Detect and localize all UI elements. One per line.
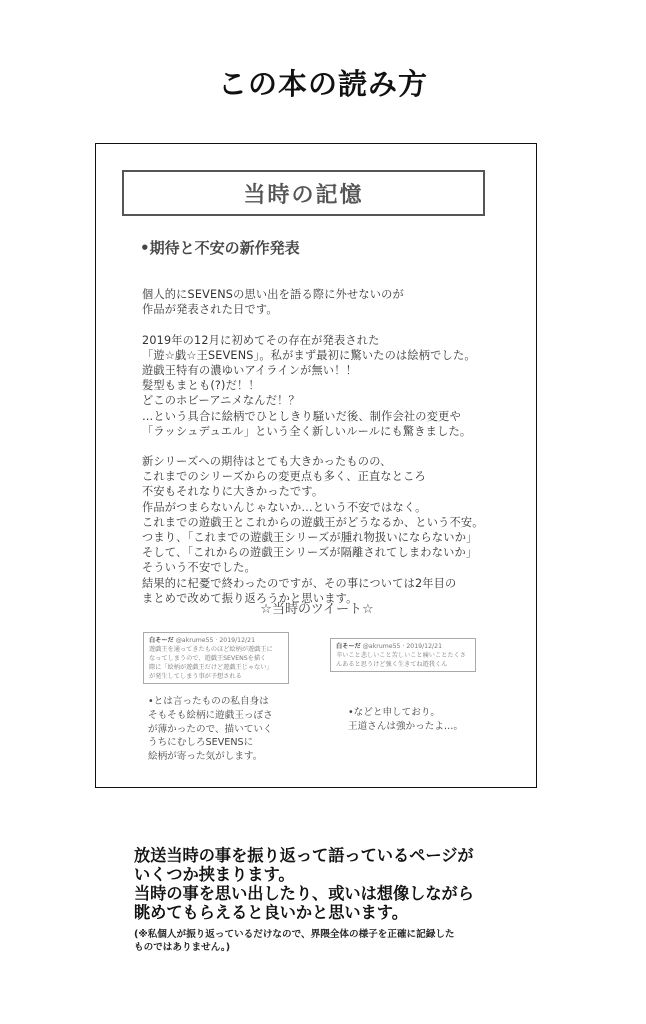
tweet-line: 辛いこと悲しいこと苦しいこと痛いことたくさんあると思うけど強く生きてね遊我くん [336,652,466,668]
tweet-line: 際に「絵柄が遊戯王だけど遊戯王じゃない」 [149,664,273,671]
memory-panel [95,143,537,788]
tweet-author-name: 白そーだ [336,643,361,650]
body-line: そして、「これからの遊戯王シリーズが隔離されてしまわないか」 [142,546,478,560]
body-line: まとめで改めて振り返ろうかと思います。 [142,591,358,605]
tweet-text [336,651,470,669]
note-line: うちにむしろSEVENSに [148,737,254,749]
body-line: …という具合に絵柄でひとしきり騒いだ後、制作会社の変更や [142,409,461,423]
note-line: そもそも絵柄に遊戯王っぽさ [148,709,273,721]
disclaimer-line: (※私個人が振り返っているだけなので、界隈全体の様子を正確に記録した [134,929,455,940]
body-line: 不安もそれなりに大きかったです。 [142,485,324,499]
tweet-text [149,645,283,681]
tweet-handle: @akrume55 · 2019/12/21 [362,643,443,650]
body-line: 髪型もまとも(?)だ！！ [142,379,260,393]
body-line: 結果的に杞憂で終わったのですが、その事については2年目の [142,576,457,590]
body-line: 作品がつまらないんじゃないか…という不安ではなく。 [142,500,427,514]
body-line: 新シリーズへの期待はとても大きかったものの、 [142,455,392,469]
tweet-line: 遊戯王を通ってきたものほど絵柄が遊戯王に [149,646,273,653]
page-title: この本の読み方 [217,67,428,101]
handwritten-note [148,695,273,764]
body-line: 遊戯王特有の濃ゆいアイラインが無い！！ [142,363,358,377]
tweet-card [143,632,289,684]
body-line: 「遊☆戯☆王SEVENS」。私がまず最初に驚いたのは絵柄でした。 [142,348,476,362]
note-line: 絵柄が寄った気がします。 [148,751,263,763]
disclaimer-note [134,929,534,954]
note-line: が薄かったので、描いていく [148,723,273,735]
explanation-line: 当時の事を思い出したり、或いは想像しながら [134,884,474,903]
body-line: そういう不安でした。 [142,561,256,575]
explanation-line: いくつか挟まります。 [134,865,295,884]
handwritten-note [348,706,463,734]
tweet-line: が発生してしまう事が予想される [149,673,242,680]
note-line: 王道さんは強かったよ…。 [348,720,464,732]
tweet-line: なってしまうので、遊戯王SEVENSを描く [149,655,267,662]
body-line: 2019年の12月に初めてその存在が発表された [142,333,380,347]
panel-body-text [142,287,514,606]
panel-subheading: •期待と不安の新作発表 [140,239,300,257]
paragraph-gap [142,439,514,454]
body-line: これまでのシリーズからの変更点も多く、正直なところ [142,470,426,484]
tweet-handle: @akrume55 · 2019/12/21 [175,637,256,644]
tweet-meta [336,642,470,651]
paragraph-gap [142,317,514,332]
body-line: 個人的にSEVENSの思い出を語る際に外せないのが [142,288,404,301]
body-line: 「ラッシュデュエル」という全く新しいルールにも驚きました。 [142,424,472,438]
tweet-meta [149,636,283,645]
body-line: これまでの遊戯王とこれからの遊戯王がどうなるか、という不安。 [142,515,484,529]
note-line: •とは言ったものの私自身は [148,696,269,707]
body-line: つまり、「これまでの遊戯王シリーズが腫れ物扱いにならないか」 [142,531,478,544]
explanation-line: 眺めてもらえると良いかと思います。 [134,903,408,922]
disclaimer-line: ものではありません。) [134,941,231,953]
explanation-line: 放送当時の事を振り返って語っているページが [134,846,474,865]
note-line: •などと申しており。 [348,707,441,718]
tweet-author-name: 白そーだ [149,637,174,644]
explanation-text [134,846,554,922]
panel-heading: 当時の記憶 [122,170,485,216]
body-line: 作品が発表された日です。 [142,303,278,317]
tweet-section-title: ☆当時のツイート☆ [260,602,374,617]
tweet-card [330,638,476,672]
body-line: どこのホビーアニメなんだ！？ [142,394,300,408]
